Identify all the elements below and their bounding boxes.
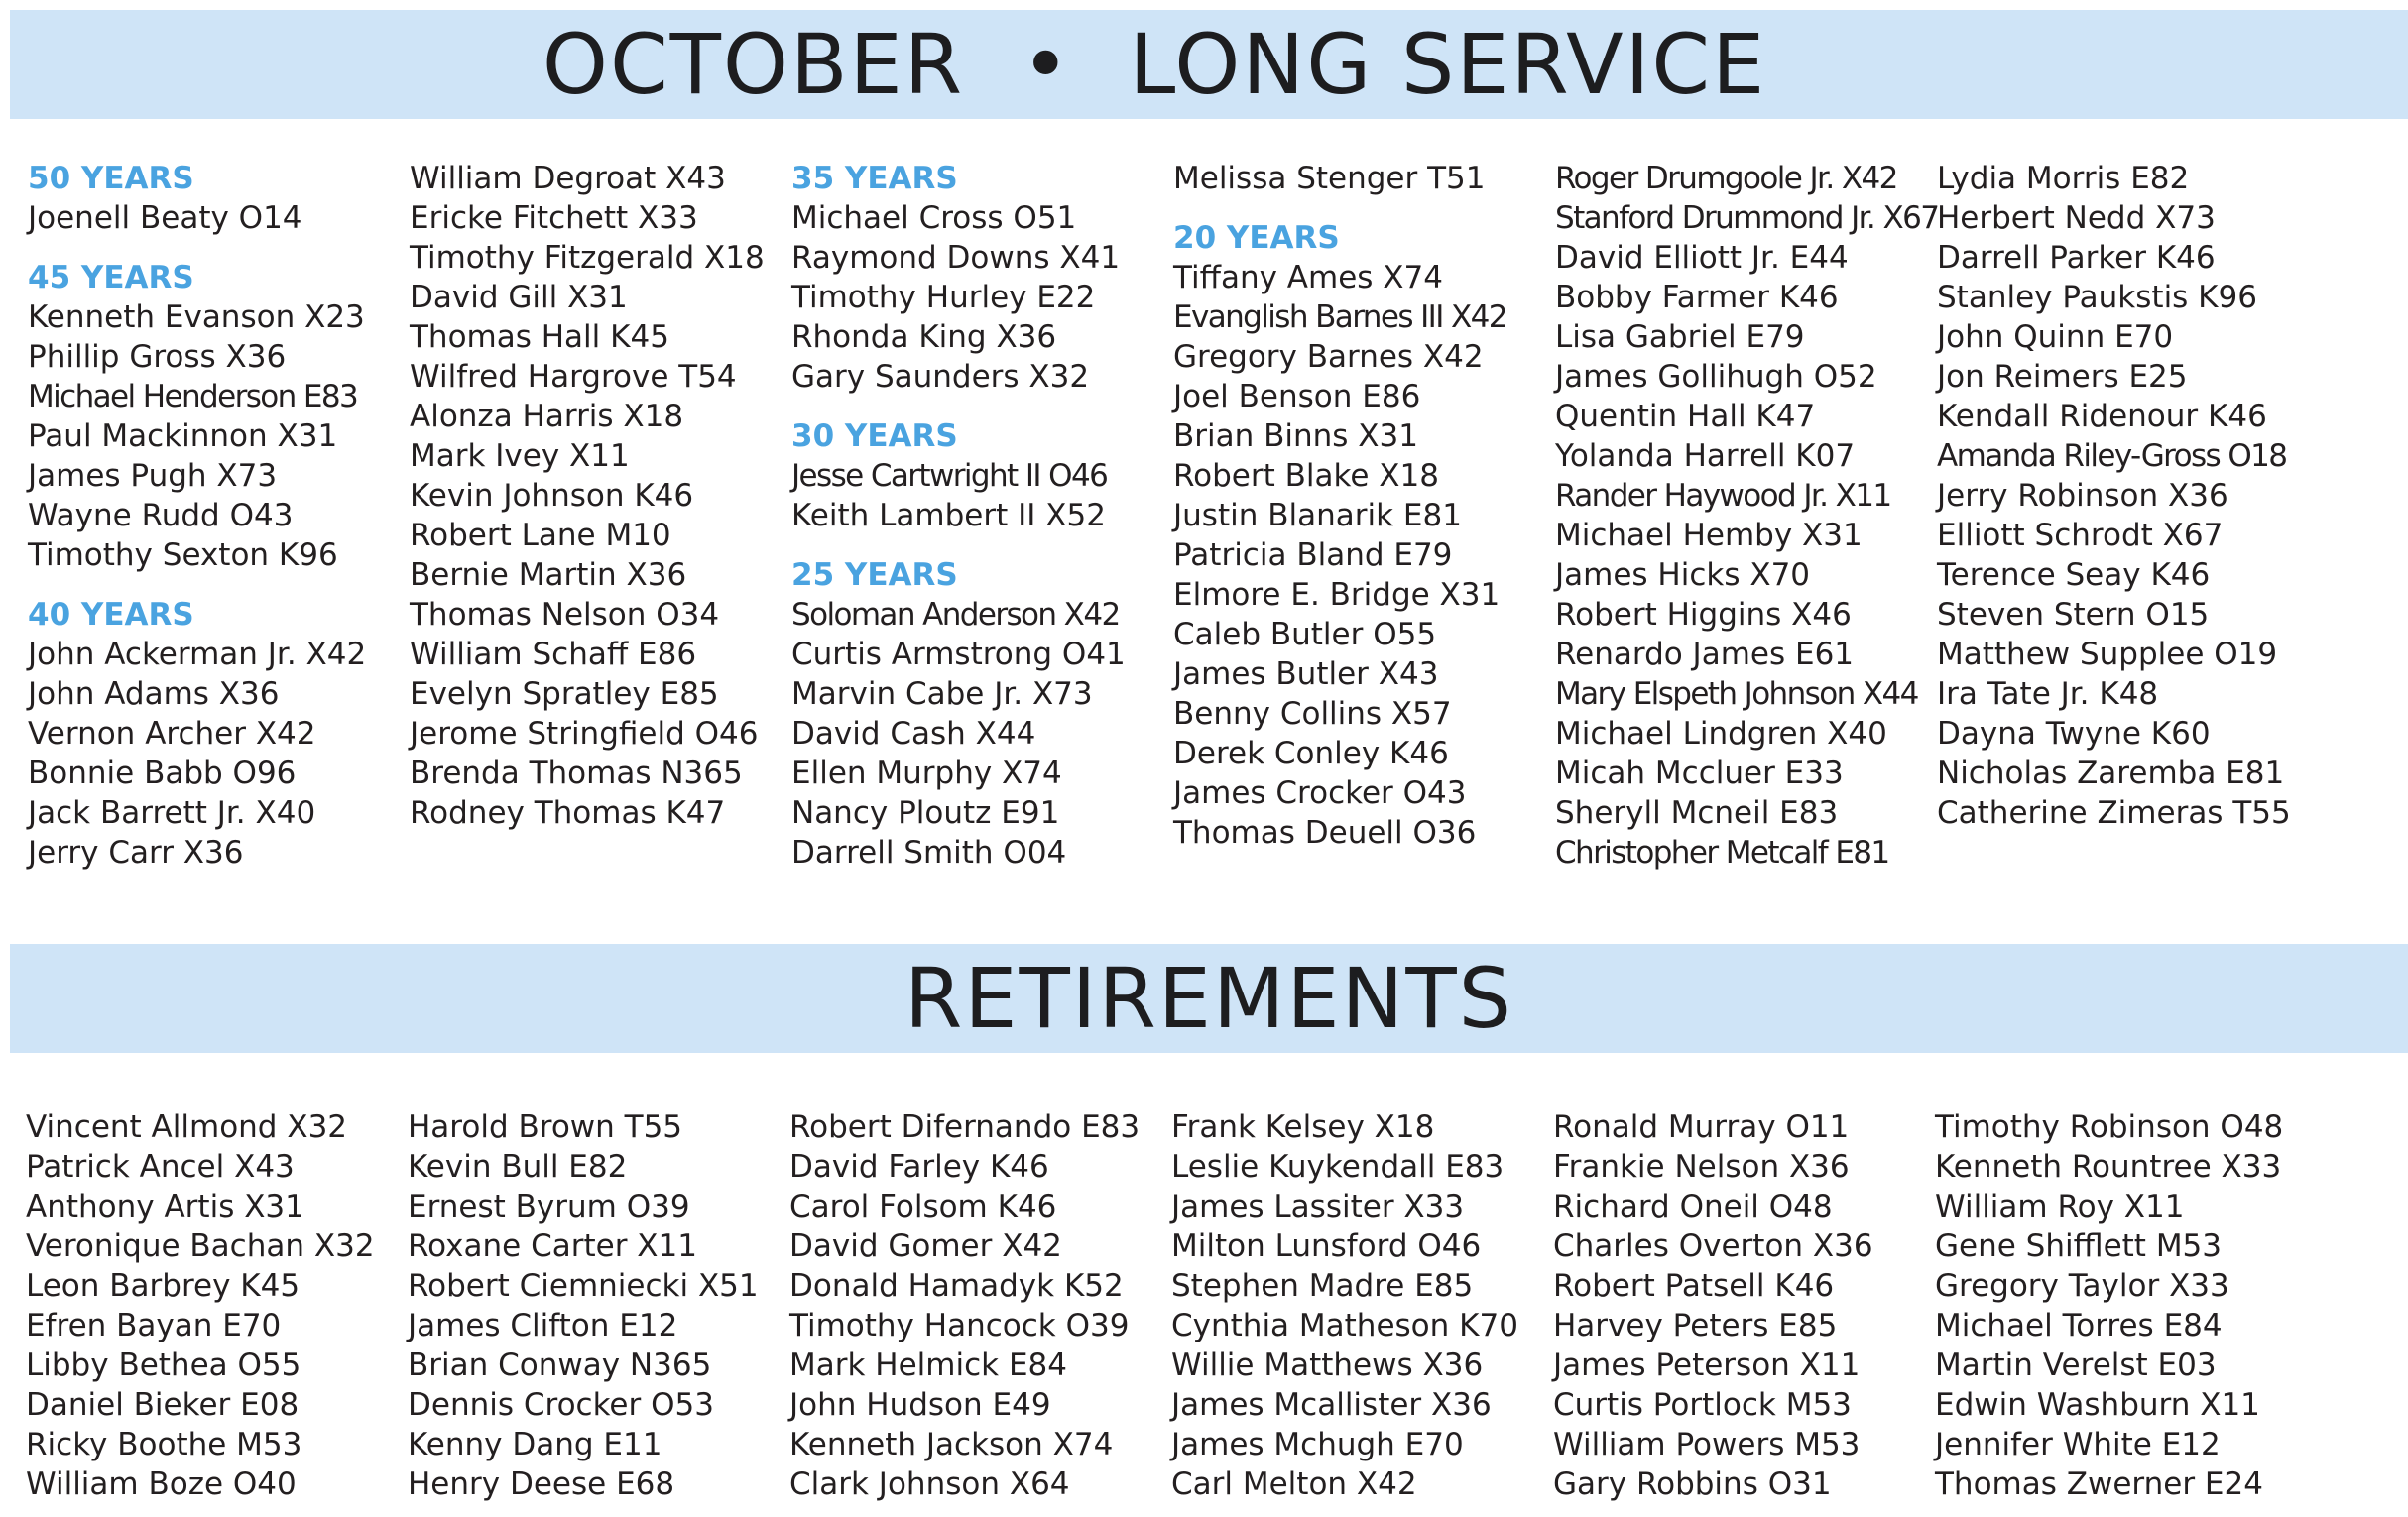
retiree-entry: Daniel Bieker E08 (26, 1387, 300, 1423)
employee-entry: Marvin Cabe Jr. X73 (791, 676, 1093, 712)
employee-entry: Matthew Supplee O19 (1937, 637, 2278, 672)
employee-entry: Kenneth Evanson X23 (28, 299, 365, 335)
retirements-column-3 (789, 1108, 1166, 1504)
retiree-entry: David Gomer X42 (789, 1228, 1062, 1264)
years-heading: 25 YEARS (791, 557, 958, 593)
retirements-column-6 (1935, 1108, 2312, 1504)
employee-entry: James Butler X43 (1173, 656, 1439, 692)
retiree-entry: Ernest Byrum O39 (408, 1189, 690, 1225)
employee-entry: Melissa Stenger T51 (1173, 161, 1486, 196)
years-heading: 40 YEARS (28, 597, 194, 633)
employee-entry: Thomas Nelson O34 (410, 597, 720, 633)
employee-entry: John Ackerman Jr. X42 (28, 637, 367, 672)
long-service-column-6 (1937, 159, 2314, 833)
long-service-title: OCTOBER • LONG SERVICE (542, 16, 1767, 113)
retiree-entry: Harold Brown T55 (408, 1109, 683, 1145)
employee-entry: Timothy Hurley E22 (791, 280, 1096, 315)
employee-entry: Rodney Thomas K47 (410, 795, 726, 831)
employee-entry: Justin Blanarik E81 (1173, 498, 1462, 533)
retiree-entry: Kenny Dang E11 (408, 1427, 662, 1462)
retirements-column-5 (1553, 1108, 1930, 1504)
employee-entry: Wayne Rudd O43 (28, 498, 294, 533)
employee-entry: John Quinn E70 (1937, 319, 2174, 355)
retiree-entry: James Peterson X11 (1553, 1347, 1861, 1383)
section-spacer (1173, 198, 1550, 218)
employee-entry: Bernie Martin X36 (410, 557, 687, 593)
employee-entry: Derek Conley K46 (1173, 736, 1449, 771)
long-service-column-2 (410, 159, 786, 833)
retiree-entry: James Lassiter X33 (1171, 1189, 1465, 1225)
employee-entry: Patricia Bland E79 (1173, 537, 1453, 573)
retiree-entry: Mark Helmick E84 (789, 1347, 1067, 1383)
employee-entry: David Gill X31 (410, 280, 628, 315)
retiree-entry: Libby Bethea O55 (26, 1347, 301, 1383)
retiree-entry: Richard Oneil O48 (1553, 1189, 1833, 1225)
employee-entry: Evanglish Barnes III X42 (1173, 299, 1506, 335)
employee-entry: Gregory Barnes X42 (1173, 339, 1484, 375)
employee-entry: Caleb Butler O55 (1173, 617, 1437, 652)
years-heading: 20 YEARS (1173, 220, 1340, 256)
retiree-entry: James Clifton E12 (408, 1308, 678, 1343)
retiree-entry: Leslie Kuykendall E83 (1171, 1149, 1505, 1185)
retirements-column-1 (26, 1108, 403, 1504)
employee-entry: Lisa Gabriel E79 (1555, 319, 1805, 355)
employee-entry: Joenell Beaty O14 (28, 200, 302, 236)
employee-entry: Rhonda King X36 (791, 319, 1057, 355)
retiree-entry: David Farley K46 (789, 1149, 1049, 1185)
retirements-title: RETIREMENTS (904, 950, 1513, 1047)
retiree-entry: Donald Hamadyk K52 (789, 1268, 1124, 1304)
employee-entry: Jerry Robinson X36 (1937, 478, 2228, 514)
employee-entry: Paul Mackinnon X31 (28, 418, 338, 454)
long-service-column-5 (1555, 159, 1939, 873)
employee-entry: Yolanda Harrell K07 (1555, 438, 1856, 474)
employee-entry: Gary Saunders X32 (791, 359, 1090, 395)
employee-entry: Stanford Drummond Jr. X67 (1555, 200, 1939, 236)
employee-entry: Benny Collins X57 (1173, 696, 1452, 732)
retiree-entry: Henry Deese E68 (408, 1466, 675, 1502)
employee-entry: Mark Ivey X11 (410, 438, 630, 474)
employee-entry: Elliott Schrodt X67 (1937, 518, 2224, 553)
retiree-entry: Willie Matthews X36 (1171, 1347, 1484, 1383)
employee-entry: Brenda Thomas N365 (410, 756, 743, 791)
employee-entry: James Pugh X73 (28, 458, 278, 494)
retiree-entry: Cynthia Matheson K70 (1171, 1308, 1518, 1343)
employee-entry: Darrell Parker K46 (1937, 240, 2216, 276)
employee-entry: Elmore E. Bridge X31 (1173, 577, 1501, 613)
retiree-entry: Curtis Portlock M53 (1553, 1387, 1852, 1423)
employee-entry: Soloman Anderson X42 (791, 597, 1120, 633)
retiree-entry: Martin Verelst E03 (1935, 1347, 2217, 1383)
employee-entry: Jack Barrett Jr. X40 (28, 795, 316, 831)
employee-entry: Alonza Harris X18 (410, 399, 684, 434)
retiree-entry: William Powers M53 (1553, 1427, 1861, 1462)
employee-entry: Joel Benson E86 (1173, 379, 1421, 414)
employee-entry: Mary Elspeth Johnson X44 (1555, 676, 1918, 712)
retiree-entry: Patrick Ancel X43 (26, 1149, 295, 1185)
retiree-entry: Robert Difernando E83 (789, 1109, 1141, 1145)
long-service-banner (10, 10, 2408, 119)
employee-entry: Terence Seay K46 (1937, 557, 2211, 593)
employee-entry: William Degroat X43 (410, 161, 726, 196)
employee-entry: Michael Hemby X31 (1555, 518, 1863, 553)
employee-entry: John Adams X36 (28, 676, 280, 712)
employee-entry: Lydia Morris E82 (1937, 161, 2190, 196)
retirements-column-2 (408, 1108, 784, 1504)
retiree-entry: Gene Shifflett M53 (1935, 1228, 2223, 1264)
employee-entry: Renardo James E61 (1555, 637, 1855, 672)
retiree-entry: William Boze O40 (26, 1466, 297, 1502)
retiree-entry: William Roy X11 (1935, 1189, 2185, 1225)
employee-entry: Micah Mccluer E33 (1555, 756, 1844, 791)
employee-entry: Tiffany Ames X74 (1173, 260, 1443, 295)
retiree-entry: Carol Folsom K46 (789, 1189, 1057, 1225)
retiree-entry: Gary Robbins O31 (1553, 1466, 1832, 1502)
employee-entry: Kevin Johnson K46 (410, 478, 694, 514)
long-service-column-3 (791, 159, 1168, 873)
retiree-entry: James Mchugh E70 (1171, 1427, 1464, 1462)
employee-entry: Phillip Gross X36 (28, 339, 287, 375)
section-spacer (791, 397, 1168, 416)
years-heading: 45 YEARS (28, 260, 194, 295)
employee-entry: James Gollihugh O52 (1555, 359, 1877, 395)
employee-entry: Christopher Metcalf E81 (1555, 835, 1889, 871)
employee-entry: Quentin Hall K47 (1555, 399, 1816, 434)
employee-entry: David Elliott Jr. E44 (1555, 240, 1849, 276)
employee-entry: Jesse Cartwright II O46 (791, 458, 1108, 494)
retiree-entry: Ronald Murray O11 (1553, 1109, 1850, 1145)
employee-entry: Steven Stern O15 (1937, 597, 2210, 633)
retiree-entry: Clark Johnson X64 (789, 1466, 1070, 1502)
employee-entry: Bonnie Babb O96 (28, 756, 297, 791)
employee-entry: Michael Henderson E83 (28, 379, 358, 414)
employee-entry: Robert Blake X18 (1173, 458, 1439, 494)
years-heading: 35 YEARS (791, 161, 958, 196)
retiree-entry: Charles Overton X36 (1553, 1228, 1873, 1264)
employee-entry: Timothy Sexton K96 (28, 537, 338, 573)
employee-entry: Bobby Farmer K46 (1555, 280, 1839, 315)
retiree-entry: Stephen Madre E85 (1171, 1268, 1474, 1304)
employee-entry: Timothy Fitzgerald X18 (410, 240, 765, 276)
retiree-entry: Jennifer White E12 (1935, 1427, 2221, 1462)
employee-entry: Thomas Deuell O36 (1173, 815, 1477, 851)
years-heading: 50 YEARS (28, 161, 194, 196)
employee-entry: Dayna Twyne K60 (1937, 716, 2211, 752)
retiree-entry: Kenneth Jackson X74 (789, 1427, 1114, 1462)
retiree-entry: John Hudson E49 (789, 1387, 1051, 1423)
retiree-entry: James Mcallister X36 (1171, 1387, 1492, 1423)
retiree-entry: Leon Barbrey K45 (26, 1268, 301, 1304)
employee-entry: Curtis Armstrong O41 (791, 637, 1126, 672)
retiree-entry: Ricky Boothe M53 (26, 1427, 302, 1462)
employee-entry: Nicholas Zaremba E81 (1937, 756, 2285, 791)
retiree-entry: Edwin Washburn X11 (1935, 1387, 2260, 1423)
retiree-entry: Carl Melton X42 (1171, 1466, 1417, 1502)
employee-entry: Michael Cross O51 (791, 200, 1077, 236)
long-service-column-1 (28, 159, 405, 873)
section-spacer (28, 575, 405, 595)
retiree-entry: Roxane Carter X11 (408, 1228, 697, 1264)
retiree-entry: Gregory Taylor X33 (1935, 1268, 2229, 1304)
retiree-entry: Timothy Robinson O48 (1935, 1109, 2284, 1145)
retirements-column-4 (1171, 1108, 1548, 1504)
retiree-entry: Brian Conway N365 (408, 1347, 712, 1383)
retiree-entry: Kevin Bull E82 (408, 1149, 628, 1185)
retiree-entry: Robert Patsell K46 (1553, 1268, 1835, 1304)
retiree-entry: Vincent Allmond X32 (26, 1109, 348, 1145)
employee-entry: Sheryll Mcneil E83 (1555, 795, 1839, 831)
employee-entry: Rander Haywood Jr. X11 (1555, 478, 1891, 514)
long-service-column-4 (1173, 159, 1550, 853)
section-spacer (791, 535, 1168, 555)
retiree-entry: Dennis Crocker O53 (408, 1387, 714, 1423)
employee-entry: Jerry Carr X36 (28, 835, 244, 871)
years-heading: 30 YEARS (791, 418, 958, 454)
retirements-banner (10, 944, 2408, 1053)
retiree-entry: Robert Ciemniecki X51 (408, 1268, 759, 1304)
employee-entry: Amanda Riley-Gross O18 (1937, 438, 2287, 474)
retiree-entry: Frankie Nelson X36 (1553, 1149, 1850, 1185)
employee-entry: Evelyn Spratley E85 (410, 676, 719, 712)
employee-entry: David Cash X44 (791, 716, 1036, 752)
employee-entry: Nancy Ploutz E91 (791, 795, 1060, 831)
employee-entry: James Hicks X70 (1555, 557, 1811, 593)
retiree-entry: Milton Lunsford O46 (1171, 1228, 1482, 1264)
employee-entry: Thomas Hall K45 (410, 319, 669, 355)
employee-entry: Roger Drumgoole Jr. X42 (1555, 161, 1897, 196)
employee-entry: William Schaff E86 (410, 637, 697, 672)
employee-entry: Stanley Paukstis K96 (1937, 280, 2257, 315)
retiree-entry: Anthony Artis X31 (26, 1189, 304, 1225)
retiree-entry: Kenneth Rountree X33 (1935, 1149, 2282, 1185)
employee-entry: Darrell Smith O04 (791, 835, 1067, 871)
employee-entry: Robert Lane M10 (410, 518, 671, 553)
employee-entry: Robert Higgins X46 (1555, 597, 1852, 633)
employee-entry: Brian Binns X31 (1173, 418, 1418, 454)
retiree-entry: Harvey Peters E85 (1553, 1308, 1838, 1343)
employee-entry: Keith Lambert II X52 (791, 498, 1106, 533)
employee-entry: James Crocker O43 (1173, 775, 1467, 811)
employee-entry: Ellen Murphy X74 (791, 756, 1062, 791)
section-spacer (28, 238, 405, 258)
employee-entry: Vernon Archer X42 (28, 716, 316, 752)
employee-entry: Ericke Fitchett X33 (410, 200, 698, 236)
employee-entry: Wilfred Hargrove T54 (410, 359, 737, 395)
retiree-entry: Frank Kelsey X18 (1171, 1109, 1435, 1145)
retiree-entry: Thomas Zwerner E24 (1935, 1466, 2263, 1502)
retiree-entry: Timothy Hancock O39 (789, 1308, 1130, 1343)
employee-entry: Jon Reimers E25 (1937, 359, 2188, 395)
retiree-entry: Veronique Bachan X32 (26, 1228, 375, 1264)
employee-entry: Michael Lindgren X40 (1555, 716, 1887, 752)
employee-entry: Kendall Ridenour K46 (1937, 399, 2267, 434)
retiree-entry: Michael Torres E84 (1935, 1308, 2223, 1343)
employee-entry: Herbert Nedd X73 (1937, 200, 2216, 236)
employee-entry: Jerome Stringfield O46 (410, 716, 759, 752)
employee-entry: Ira Tate Jr. K48 (1937, 676, 2159, 712)
employee-entry: Catherine Zimeras T55 (1937, 795, 2291, 831)
retiree-entry: Efren Bayan E70 (26, 1308, 282, 1343)
employee-entry: Raymond Downs X41 (791, 240, 1121, 276)
